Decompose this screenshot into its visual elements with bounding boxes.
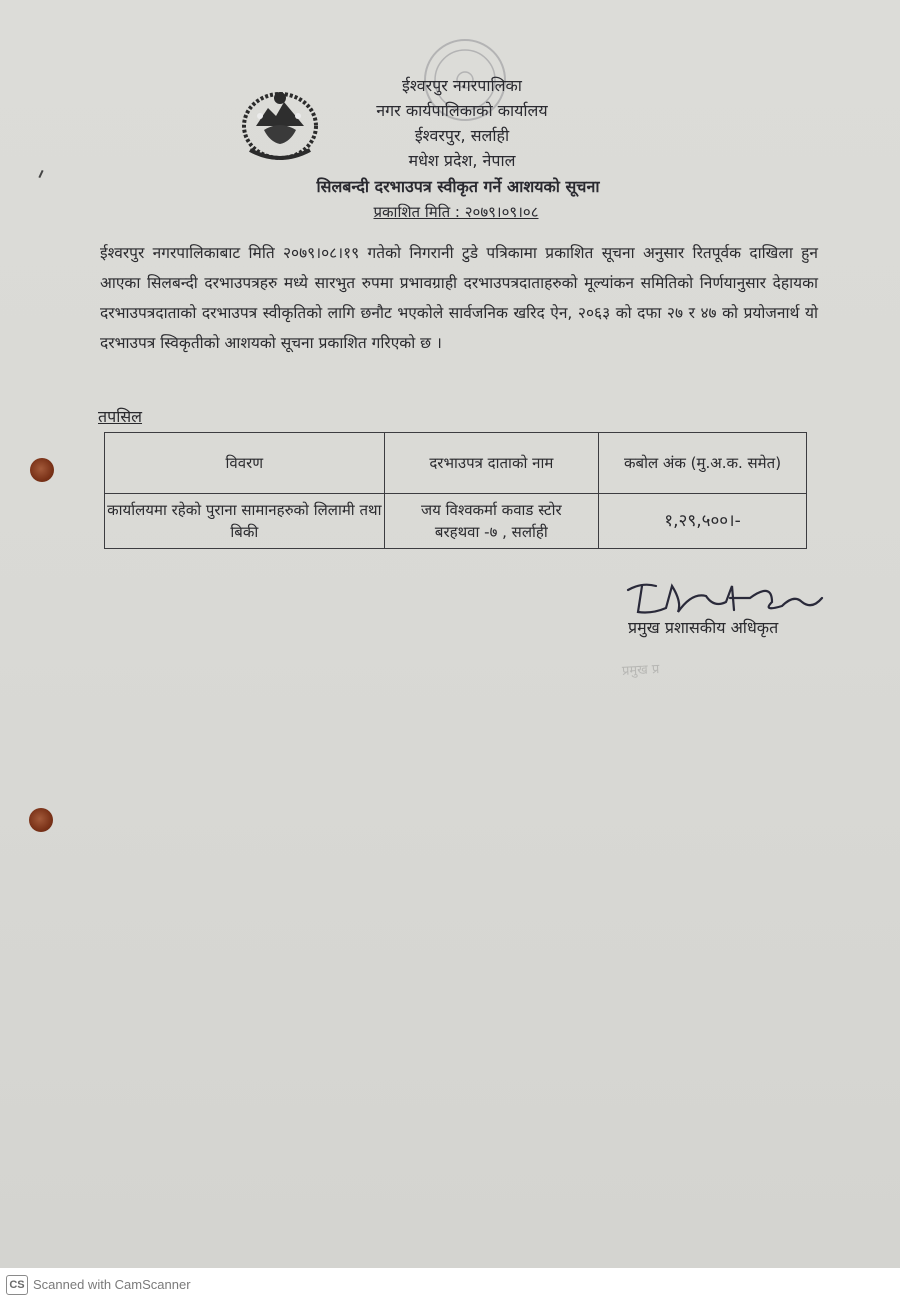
office-address: ईश्वरपुर, सर्लाही <box>414 126 510 145</box>
punch-hole-bottom <box>29 808 53 832</box>
scanner-watermark-text: Scanned with CamScanner <box>33 1277 191 1292</box>
table-header-row <box>105 433 807 494</box>
cell-bidder <box>384 494 598 549</box>
header-amount: कबोल अंक (मु.अ.क. समेत) <box>599 433 807 494</box>
signatory-designation: प्रमुख प्रशासकीय अधिकृत <box>628 618 779 637</box>
header-bidder-name: दरभाउपत्र दाताको नाम <box>384 433 598 494</box>
cell-description: कार्यालयमा रहेको पुराना सामानहरुको लिलामी तथा बिकी <box>105 494 385 549</box>
notice-paragraph: ईश्वरपुर नगरपालिकाबाट मिति २०७९।०८।१९ गतेको निगरानी टुडे पत्रिकामा प्रकाशित सूचना अनुसार रितपूर्वक दाखिला हुन आएका सिलबन्दी दरभाउपत्रहरु मध्ये सारभुत रुपमा प्रभावग्राही दरभाउपत्रदाताहरुको मूल्यांकन समितिको निर्णयानुसार देहायका दरभाउपत्रदाताको दरभाउपत्र स्वीकृतिको लागि छनौट भएकोले सार्वजनिक खरिद ऐन, २०६३ को दफा २७ र ४७ को प्रयोजनार्थ यो दरभाउपत्र स्विकृतीको आशयको सूचना प्रकाशित गरिएको छ । <box>100 244 818 352</box>
published-date: प्रकाशित मिति : २०७९।०९।०८ <box>373 203 539 221</box>
office-name: नगर कार्यपालिकाको कार्यालय <box>376 101 548 120</box>
cell-amount: १,२९,५००।- <box>599 494 807 549</box>
officer-signature <box>622 572 832 620</box>
scanner-footer <box>0 1268 900 1301</box>
table-label: तपसिल <box>98 407 143 426</box>
bidder-line-1: जय विश्वकर्मा कवाड स्टोर <box>421 501 562 519</box>
punch-hole-top <box>30 458 54 482</box>
province-country: मधेश प्रदेश, नेपाल <box>408 151 516 170</box>
notice-title: सिलबन्दी दरभाउपत्र स्वीकृत गर्ने आशयको सूचना <box>316 177 600 196</box>
faint-officer-stamp: प्रमुख प्र <box>621 662 660 679</box>
table-row <box>105 494 807 549</box>
header-description: विवरण <box>105 433 385 494</box>
municipality-name: ईश्वरपुर नगरपालिका <box>402 76 522 95</box>
bid-table <box>104 432 807 549</box>
camscanner-logo-icon: CS <box>6 1275 28 1295</box>
bidder-line-2: बरहथवा -७ , सर्लाही <box>434 523 548 541</box>
